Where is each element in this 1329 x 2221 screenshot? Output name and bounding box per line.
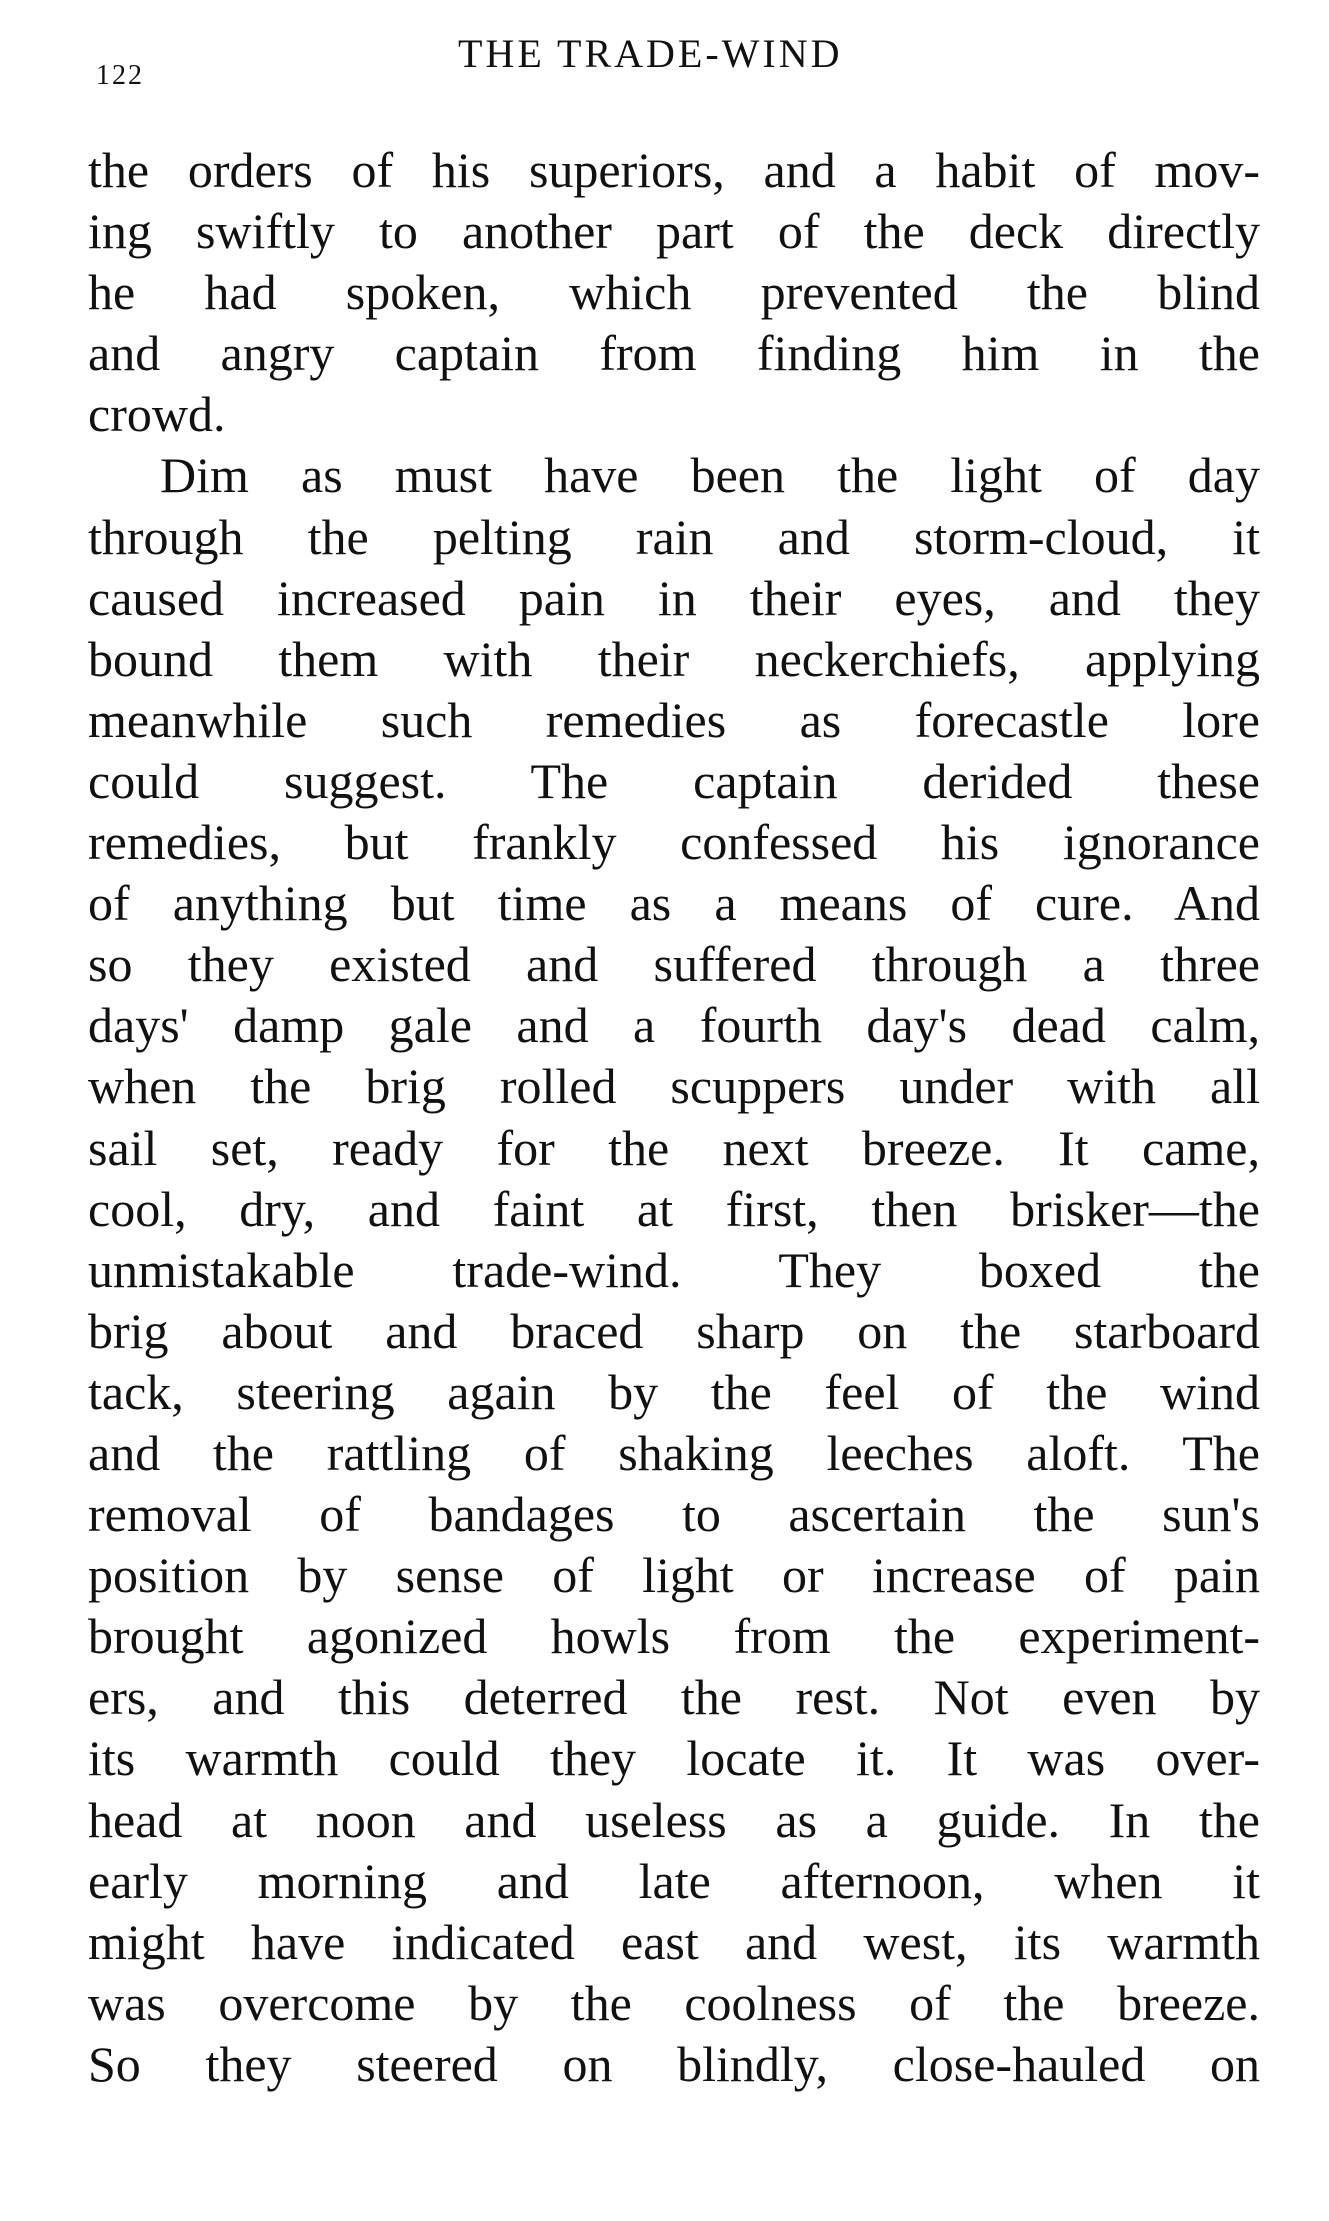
- text-line: removal of bandages to ascertain the sun's: [88, 1486, 1260, 1543]
- text-line: so they existed and suffered through a three: [88, 936, 1260, 993]
- text-line: So they steered on blindly, close-hauled on: [88, 2035, 1260, 2092]
- text-line: days' damp gale and a fourth day's dead calm,: [88, 997, 1260, 1054]
- text-line: could suggest. The captain derided these: [88, 752, 1260, 809]
- text-line: ing swiftly to another part of the deck directly: [88, 203, 1260, 260]
- paragraph: [88, 445, 1260, 2095]
- text-line: position by sense of light or increase of pain: [88, 1547, 1260, 1604]
- text-line: head at noon and useless as a guide. In the: [88, 1791, 1260, 1848]
- running-head: [88, 26, 1260, 91]
- text-line: the orders of his superiors, and a habit of mov-: [88, 142, 1260, 198]
- text-line: its warmth could they locate it. It was over-: [88, 1730, 1260, 1787]
- text-line: and angry captain from finding him in the: [88, 325, 1260, 382]
- running-title: THE TRADE-WIND: [458, 31, 843, 76]
- text-line: was overcome by the coolness of the breeze.: [88, 1974, 1260, 2031]
- text-line: of anything but time as a means of cure. And: [88, 875, 1260, 932]
- text-line: when the brig rolled scuppers under with all: [88, 1058, 1260, 1115]
- text-line: brig about and braced sharp on the starboard: [88, 1302, 1260, 1359]
- body-text: [88, 140, 1260, 2095]
- text-line: Dim as must have been the light of day: [160, 447, 1260, 504]
- text-line: early morning and late afternoon, when it: [88, 1852, 1260, 1909]
- page-number: 122: [96, 60, 144, 91]
- text-line: bound them with their neckerchiefs, applying: [88, 630, 1260, 687]
- text-line: tack, steering again by the feel of the wind: [88, 1363, 1260, 1420]
- text-line: sail set, ready for the next breeze. It came,: [88, 1119, 1260, 1176]
- text-line: cool, dry, and faint at first, then brisker—the: [88, 1180, 1260, 1237]
- text-line: caused increased pain in their eyes, and they: [88, 569, 1260, 626]
- text-line: ers, and this deterred the rest. Not even by: [88, 1669, 1260, 1726]
- text-line: brought agonized howls from the experiment-: [88, 1608, 1260, 1665]
- text-line: and the rattling of shaking leeches aloft. The: [88, 1424, 1260, 1481]
- text-line: meanwhile such remedies as forecastle lore: [88, 691, 1260, 748]
- text-line: might have indicated east and west, its warmth: [88, 1913, 1260, 1970]
- text-line: remedies, but frankly confessed his ignorance: [88, 814, 1260, 871]
- text-line: crowd.: [88, 386, 226, 443]
- text-line: he had spoken, which prevented the blind: [88, 264, 1260, 321]
- text-line: through the pelting rain and storm-cloud, it: [88, 508, 1260, 565]
- paragraph-continued: [88, 140, 1260, 445]
- text-line: unmistakable trade-wind. They boxed the: [88, 1241, 1260, 1298]
